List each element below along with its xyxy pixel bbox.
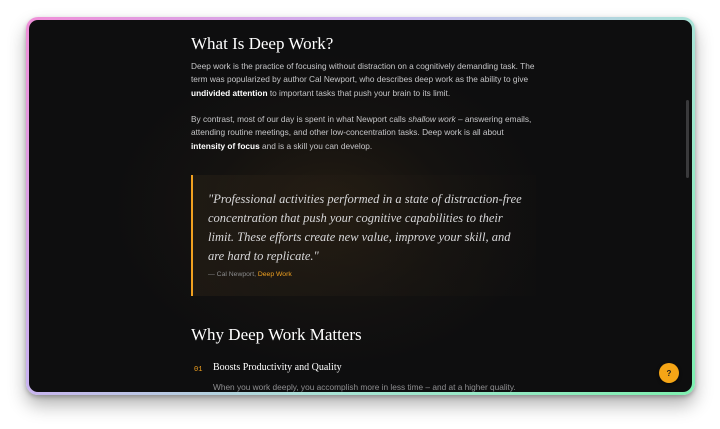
paragraph-text: By contrast, most of our day is spent in what Newport calls <box>191 114 409 124</box>
section-title-what-is-deep-work: What Is Deep Work? <box>191 34 334 53</box>
paragraph-text: and is a skill you can develop. <box>259 140 373 151</box>
pull-quote <box>191 175 536 296</box>
quote-text: "Professional activities performed in a state of distraction-free concentration that push your cognitive capabilities to their limit. These efforts create new value, improve your skill, and are hard to replicate." <box>208 192 522 263</box>
help-button[interactable] <box>659 363 679 383</box>
paragraph-contrast <box>191 113 536 153</box>
page-viewport[interactable] <box>29 20 692 392</box>
paragraph-definition <box>191 60 536 100</box>
item-number: 01 <box>194 366 203 374</box>
paragraph-text: – answering emails, attending routine meetings, and other low-concentration tasks. Deep work is all about <box>191 114 532 138</box>
paragraph-text: Deep work is the practice of focusing without distraction on a cognitively demanding task. The term was popularized by author Cal Newport, who describes deep work as the ability to give <box>191 61 535 85</box>
quote-citation <box>208 271 292 278</box>
quote-book-title: Deep Work <box>257 271 292 278</box>
quote-author: — Cal Newport, <box>208 271 258 278</box>
section-title-why-deep-work-matters: Why Deep Work Matters <box>191 325 362 344</box>
window-frame <box>26 17 695 395</box>
item-description: When you work deeply, you accomplish more in less time – and at a higher quality. <box>213 382 516 392</box>
emphasis-undivided-attention: undivided attention <box>191 87 268 98</box>
paragraph-text: to important tasks that push your brain to its limit. <box>267 87 451 98</box>
item-title: Boosts Productivity and Quality <box>213 362 342 373</box>
emphasis-intensity-of-focus: intensity of focus <box>191 140 260 151</box>
emphasis-shallow-work: shallow work <box>408 114 456 124</box>
scrollbar[interactable] <box>686 100 689 178</box>
help-icon: ? <box>666 368 672 378</box>
